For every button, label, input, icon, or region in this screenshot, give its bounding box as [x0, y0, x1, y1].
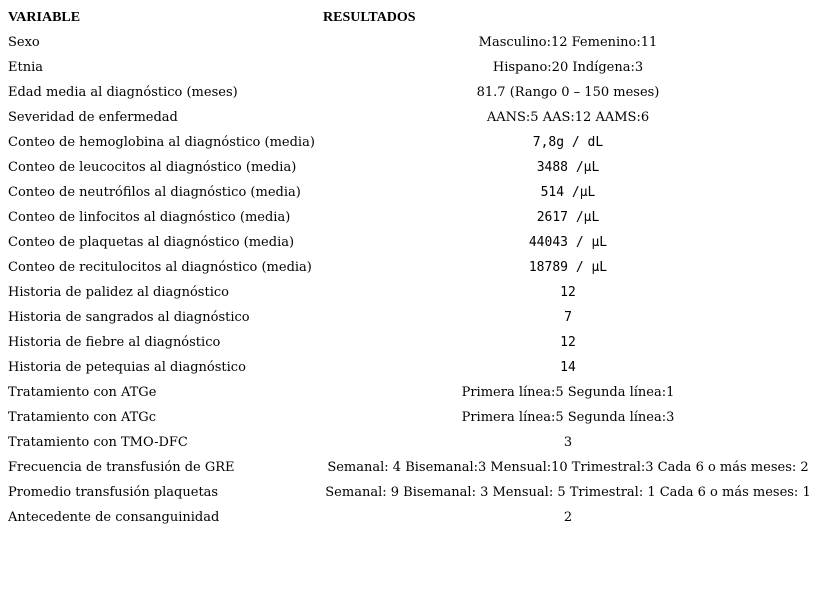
result-cell: Semanal: 9 Bisemanal: 3 Mensual: 5 Trimestral: 1 Cada 6 o más meses: 1 — [325, 485, 811, 500]
result-cell: 12 — [560, 285, 576, 300]
variable-cell: Conteo de linfocitos al diagnóstico (media) — [8, 210, 291, 225]
table-row — [0, 80, 821, 105]
result-cell: 514 /µL — [540, 185, 596, 200]
table-row — [0, 255, 821, 280]
table-row — [0, 305, 821, 330]
result-cell: Semanal: 4 Bisemanal:3 Mensual:10 Trimestral:3 Cada 6 o más meses: 2 — [327, 460, 809, 475]
variable-cell: Conteo de recitulocitos al diagnóstico (media) — [8, 260, 312, 275]
result-cell: AANS:5 AAS:12 AAMS:6 — [486, 110, 650, 125]
variable-cell: Historia de palidez al diagnóstico — [8, 285, 229, 300]
header-results: RESULTADOS — [323, 10, 416, 25]
table-row — [0, 30, 821, 55]
variable-cell: Tratamiento con ATGe — [8, 385, 157, 400]
table-row — [0, 405, 821, 430]
variable-cell: Sexo — [8, 35, 40, 50]
variable-cell: Tratamiento con TMO-DFC — [8, 435, 188, 450]
result-cell: Hispano:20 Indígena:3 — [492, 60, 644, 75]
table-row — [0, 480, 821, 505]
variable-cell: Antecedente de consanguinidad — [8, 510, 220, 525]
result-cell: Primera línea:5 Segunda línea:3 — [461, 410, 675, 425]
table-row — [0, 455, 821, 480]
variable-cell: Frecuencia de transfusión de GRE — [8, 460, 235, 475]
result-cell: 81.7 (Rango 0 – 150 meses) — [476, 85, 660, 100]
result-cell: 3 — [563, 435, 573, 450]
result-cell: 44043 / µL — [528, 235, 608, 250]
table-row — [0, 130, 821, 155]
table-row — [0, 205, 821, 230]
result-cell: 14 — [560, 360, 576, 375]
variable-cell: Conteo de hemoglobina al diagnóstico (media) — [8, 135, 315, 150]
table-row — [0, 155, 821, 180]
table-row — [0, 105, 821, 130]
table-row — [0, 280, 821, 305]
result-cell: 12 — [560, 335, 576, 350]
result-cell: 7,8g / dL — [532, 135, 604, 150]
result-cell: Masculino:12 Femenino:11 — [478, 35, 658, 50]
variable-cell: Conteo de leucocitos al diagnóstico (media) — [8, 160, 297, 175]
header-variable: VARIABLE — [8, 10, 81, 25]
table-row — [0, 430, 821, 455]
variable-cell: Historia de fiebre al diagnóstico — [8, 335, 221, 350]
results-table — [0, 5, 821, 530]
table-row — [0, 380, 821, 405]
variable-cell: Severidad de enfermedad — [8, 110, 178, 125]
table-row — [0, 330, 821, 355]
variable-cell: Tratamiento con ATGc — [8, 410, 156, 425]
table-row — [0, 505, 821, 530]
variable-cell: Conteo de neutrófilos al diagnóstico (media) — [8, 185, 301, 200]
result-cell: 7 — [564, 310, 572, 325]
variable-cell: Etnia — [8, 60, 43, 75]
result-cell: 2617 /µL — [536, 210, 600, 225]
result-cell: Primera línea:5 Segunda línea:1 — [461, 385, 675, 400]
variable-cell: Conteo de plaquetas al diagnóstico (media) — [8, 235, 295, 250]
table-row — [0, 230, 821, 255]
table-row — [0, 180, 821, 205]
table-row — [0, 355, 821, 380]
variable-cell: Historia de sangrados al diagnóstico — [8, 310, 250, 325]
result-cell: 2 — [563, 510, 573, 525]
variable-cell: Edad media al diagnóstico (meses) — [8, 85, 238, 100]
result-cell: 3488 /µL — [536, 160, 600, 175]
variable-cell: Historia de petequias al diagnóstico — [8, 360, 246, 375]
result-cell: 18789 / µL — [528, 260, 608, 275]
table-header-row — [0, 5, 821, 30]
variable-cell: Promedio transfusión plaquetas — [8, 485, 219, 500]
table-row — [0, 55, 821, 80]
